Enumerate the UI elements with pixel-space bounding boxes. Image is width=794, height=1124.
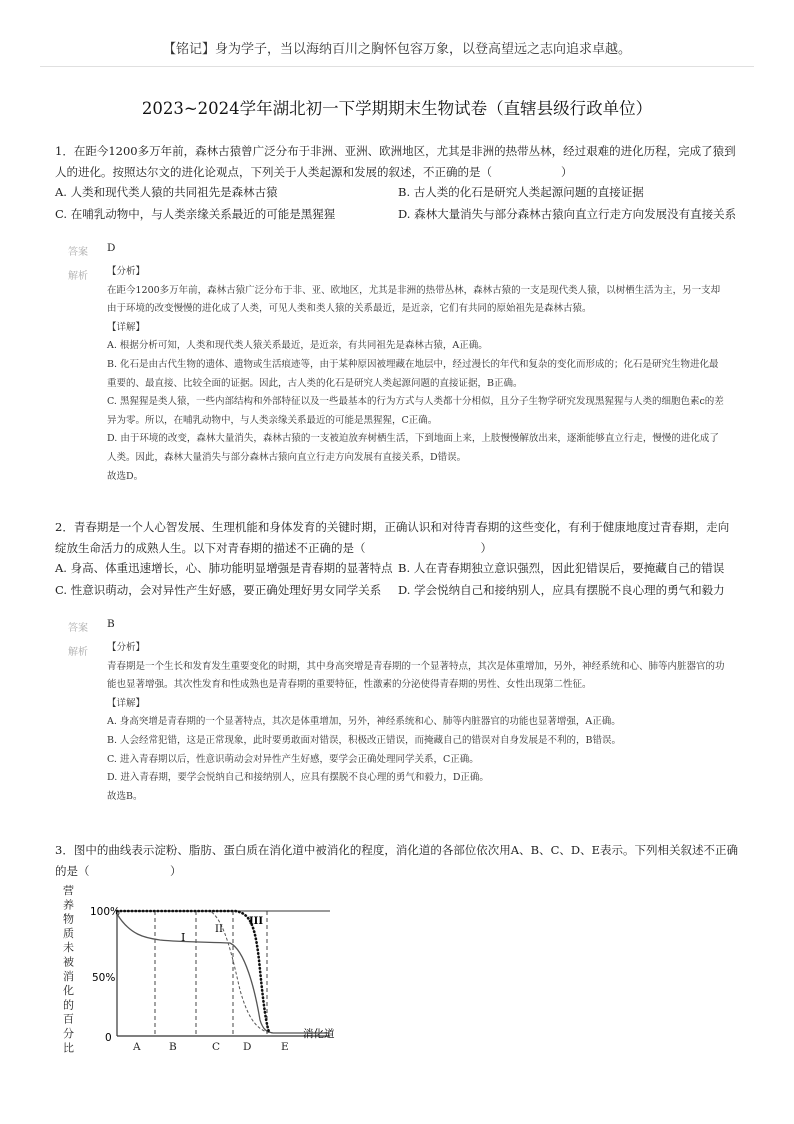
y-tick-0: 0 [105,1032,112,1044]
y-axis-title-char: 质 [63,926,74,940]
motto-banner: 【铭记】身为学子，当以海纳百川之胸怀包容万象，以登高望远之志向追求卓越。 [162,42,631,57]
question-1-analysis-label: 解析 [68,271,88,282]
question-3-stem: 3．图中的曲线表示淀粉、脂肪、蛋白质在消化道中被消化的程度，消化道的各部位依次用A、B、C、D、E表示。下列相关叙述不正确的是（ ） [55,843,738,878]
y-axis-title-char: 的 [63,998,74,1012]
x-tick-c: C [212,1041,221,1053]
y-tick-100: 100% [90,906,121,918]
y-axis-title-char: 营 [63,884,74,897]
x-tick-a: A [133,1041,141,1053]
analysis-line: 【详解】 [107,321,146,333]
header-divider [40,66,754,67]
question-1-option-a: A. 人类和现代类人猿的共同祖先是森林古猿 [55,185,278,199]
x-tick-labels [132,1041,289,1053]
analysis-line: 【详解】 [107,697,146,709]
question-2-option-a: A. 身高、体重迅速增长，心、肺功能明显增强是青春期的显著特点 [55,561,393,575]
analysis-line: C. 进入青春期以后，性意识萌动会对异性产生好感，要学会正确处理同学关系，C正确。 [107,753,479,765]
question-1-answer: D [107,242,116,254]
y-axis-title-char: 消 [63,969,74,983]
question-1-analysis [107,263,727,486]
analysis-line: 故选D。 [107,470,144,482]
analysis-line: 青春期是一个生长和发育发生重要变化的时期，其中身高突增是青春期的一个显著特点，其次是体重增加，另外，神经系统和心、肺等内脏器官的功能也显著增强。其次性发育和性成熟也是青春期的重要特征，性激素的分泌使得青春期的男性、女性出现第二性征。 [107,660,725,691]
analysis-line: D. 进入青春期，要学会悦纳自己和接纳别人，应具有摆脱不良心理的勇气和毅力，D正确。 [107,772,489,784]
y-axis-title-char: 分 [63,1027,74,1040]
y-tick-50: 50% [92,972,116,984]
y-axis-title [63,883,74,1054]
series-ii-label: II [215,924,223,935]
question-2-answer-label: 答案 [68,623,88,634]
question-2-option-d: D. 学会悦纳自己和接纳别人，应具有摆脱不良心理的勇气和毅力 [398,583,725,597]
y-axis-title-char: 化 [63,984,74,998]
analysis-line: 在距今1200多万年前，森林古猿广泛分布于非、亚、欧地区，尤其是非洲的热带丛林，森林古猿的一支是现代类人猿，以树栖生活为主，另一支却由于环境的改变慢慢的进化成了人类，可见人类和类人猿的关系最近，是近亲，它们有共同的原始祖先是森林古猿。 [107,284,721,315]
series-i-label: I [181,931,186,944]
question-2-stem: 2．青春期是一个人心智发展、生理机能和身体发育的关键时期，正确认识和对待青春期的这些变化，有利于健康地度过青春期，走向绽放生命活力的成熟人生。以下对青春期的描述不正确的是（ ） [55,520,730,555]
question-1-answer-label: 答案 [68,247,88,258]
series-i-line [117,914,330,1033]
analysis-line: 【分析】 [107,266,146,277]
x-tick-d: D [243,1041,252,1053]
digestion-chart [55,880,355,1060]
series-iii-label: III [249,916,264,927]
page-title: 2023~2024学年湖北初一下学期期末生物试卷（直辖县级行政单位） [141,99,653,118]
analysis-line: B. 化石是由古代生物的遗体、遗物或生活痕迹等，由于某种原因被埋藏在地层中，经过漫长的年代和复杂的变化而形成的；化石是研究生物进化最重要的、最直接、比较全面的证据。因此，古人类的化石是研究人类起源问题的直接证据，B正确。 [107,358,719,389]
question-2-option-c: C. 性意识萌动，会对异性产生好感，要正确处理好男女同学关系 [55,583,382,597]
y-axis-title-char: 百 [63,1012,74,1026]
analysis-line: 故选B。 [107,790,143,802]
analysis-line: B. 人会经常犯错，这是正常现象，此时要勇敢面对错误，积极改正错误，而掩藏自己的错误对自身发展是不利的，B错误。 [107,734,622,746]
question-1-stem: 1．在距今1200多万年前，森林古猿曾广泛分布于非洲、亚洲、欧洲地区，尤其是非洲的热带丛林，经过艰难的进化历程，完成了猿到人的进化。按照达尔文的进化论观点，下列关于人类起源和发展的叙述，不正确的是（ ） [55,144,736,179]
y-axis-title-text [63,883,74,1054]
question-2-answer: B [107,618,115,630]
series-iii-line [117,911,269,1032]
question-1-option-d: D. 森林大量消失与部分森林古猿向直立行走方向发展没有直接关系 [398,207,737,221]
analysis-line: C. 黑猩猩是类人猿，一些内部结构和外部特征以及一些最基本的行为方式与人类都十分相似，且分子生物学研究发现黑猩猩与人类的细胞色素c的差异为零。所以，在哺乳动物中，与人类亲缘关系最近的可能是黑猩猩，C正确。 [107,396,724,426]
question-2-analysis [107,639,727,806]
y-axis-title-char: 物 [63,912,74,926]
analysis-line: A. 身高突增是青春期的一个显著特点，其次是体重增加，另外，神经系统和心、肺等内脏器官的功能也显著增强，A正确。 [107,716,621,728]
y-axis-title-char: 被 [63,955,74,969]
series-ii-line [117,911,273,1033]
question-2-option-b: B. 人在青春期独立意识强烈，因此犯错误后，要掩藏自己的错误 [398,561,725,575]
x-tick-b: B [169,1041,177,1053]
x-axis-title: 消化道 [303,1028,335,1040]
analysis-line: 【分析】 [107,642,146,653]
analysis-line: A. 根据分析可知，人类和现代类人猿关系最近，是近亲，有共同祖先是森林古猿，A正确。 [107,340,488,352]
y-axis-title-char: 比 [63,1041,74,1055]
question-1-option-b: B. 古人类的化石是研究人类起源问题的直接证据 [398,185,644,199]
question-1-option-c: C. 在哺乳动物中，与人类亲缘关系最近的可能是黑猩猩 [55,207,336,221]
y-axis-title-char: 养 [63,898,74,912]
analysis-line: D. 由于环境的改变，森林大量消失，森林古猿的一支被迫放弃树栖生活，下到地面上来，上肢慢慢解放出来，逐渐能够直立行走，慢慢的进化成了人类。因此，森林大量消失与部分森林古猿向直立行走方向发展有直接关系，D错误。 [107,433,719,463]
question-2-analysis-label: 解析 [68,647,88,658]
x-tick-e: E [281,1041,289,1053]
y-axis-title-char: 未 [63,941,74,955]
